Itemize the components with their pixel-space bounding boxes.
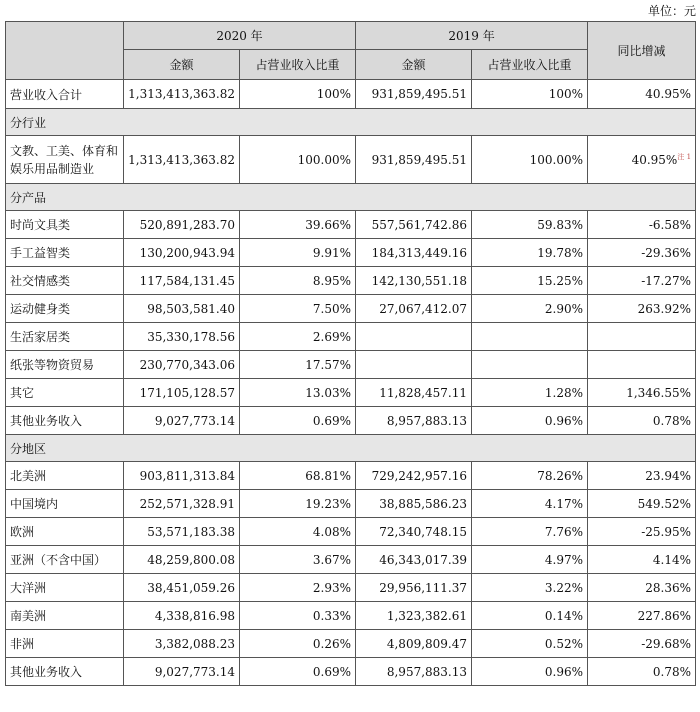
amount-2020: 9,027,773.14 bbox=[124, 407, 240, 435]
ratio-2019: 0.96% bbox=[472, 407, 588, 435]
row-label: 北美洲 bbox=[6, 462, 124, 490]
ratio-2020: 2.69% bbox=[240, 323, 356, 351]
amount-2020: 53,571,183.38 bbox=[124, 518, 240, 546]
total-amount-2019: 931,859,495.51 bbox=[356, 80, 472, 109]
industry-label: 文教、工美、体育和娱乐用品制造业 bbox=[6, 136, 124, 184]
row-label: 生活家居类 bbox=[6, 323, 124, 351]
row-label: 社交情感类 bbox=[6, 267, 124, 295]
table-row bbox=[6, 295, 696, 323]
section-row bbox=[6, 184, 696, 211]
row-label: 手工益智类 bbox=[6, 239, 124, 267]
amount-2020: 230,770,343.06 bbox=[124, 351, 240, 379]
revenue-table bbox=[5, 21, 696, 686]
amount-2020: 38,451,059.26 bbox=[124, 574, 240, 602]
industry-amount-2019: 931,859,495.51 bbox=[356, 136, 472, 184]
header-row-years bbox=[6, 22, 696, 50]
row-label: 其他业务收入 bbox=[6, 658, 124, 686]
amount-2020: 4,338,816.98 bbox=[124, 602, 240, 630]
ratio-2020: 39.66% bbox=[240, 211, 356, 239]
ratio-2020: 0.26% bbox=[240, 630, 356, 658]
amount-2019: 8,957,883.13 bbox=[356, 407, 472, 435]
ratio-2020: 13.03% bbox=[240, 379, 356, 407]
amount-2019: 11,828,457.11 bbox=[356, 379, 472, 407]
amount-2019: 557,561,742.86 bbox=[356, 211, 472, 239]
industry-row bbox=[6, 136, 696, 184]
industry-yoy-cell bbox=[588, 136, 696, 184]
amount-2019: 46,343,017.39 bbox=[356, 546, 472, 574]
ratio-2020: 3.67% bbox=[240, 546, 356, 574]
amount-2019 bbox=[356, 323, 472, 351]
ratio-2019: 1.28% bbox=[472, 379, 588, 407]
ratio-2019: 19.78% bbox=[472, 239, 588, 267]
amount-2020: 98,503,581.40 bbox=[124, 295, 240, 323]
amount-2020: 117,584,131.45 bbox=[124, 267, 240, 295]
table-row bbox=[6, 462, 696, 490]
yoy: 4.14% bbox=[588, 546, 696, 574]
yoy bbox=[588, 323, 696, 351]
ratio-2020: 17.57% bbox=[240, 351, 356, 379]
amount-2019: 184,313,449.16 bbox=[356, 239, 472, 267]
table-row bbox=[6, 239, 696, 267]
section-product: 分产品 bbox=[6, 184, 696, 211]
unit-label: 单位：元 bbox=[647, 4, 696, 18]
amount-2019: 729,242,957.16 bbox=[356, 462, 472, 490]
total-yoy: 40.95% bbox=[588, 80, 696, 109]
ratio-2019: 0.14% bbox=[472, 602, 588, 630]
header-yoy: 同比增减 bbox=[588, 22, 696, 80]
amount-2020: 171,105,128.57 bbox=[124, 379, 240, 407]
section-row bbox=[6, 435, 696, 462]
amount-2020: 3,382,088.23 bbox=[124, 630, 240, 658]
table-row bbox=[6, 351, 696, 379]
ratio-2020: 0.69% bbox=[240, 407, 356, 435]
industry-amount-2020: 1,313,413,363.82 bbox=[124, 136, 240, 184]
section-region: 分地区 bbox=[6, 435, 696, 462]
amount-2020: 252,571,328.91 bbox=[124, 490, 240, 518]
ratio-2019: 2.90% bbox=[472, 295, 588, 323]
header-amount-2020: 金额 bbox=[124, 50, 240, 80]
total-row bbox=[6, 80, 696, 109]
row-label: 纸张等物资贸易 bbox=[6, 351, 124, 379]
product-rows bbox=[6, 211, 696, 435]
amount-2020: 130,200,943.94 bbox=[124, 239, 240, 267]
row-label: 时尚文具类 bbox=[6, 211, 124, 239]
row-label: 南美洲 bbox=[6, 602, 124, 630]
amount-2020: 9,027,773.14 bbox=[124, 658, 240, 686]
total-ratio-2019: 100% bbox=[472, 80, 588, 109]
amount-2019: 1,323,382.61 bbox=[356, 602, 472, 630]
ratio-2019: 78.26% bbox=[472, 462, 588, 490]
row-label: 大洋洲 bbox=[6, 574, 124, 602]
header-2020: 2020 年 bbox=[124, 22, 356, 50]
row-label: 中国境内 bbox=[6, 490, 124, 518]
header-ratio-2019: 占营业收入比重 bbox=[472, 50, 588, 80]
yoy: 227.86% bbox=[588, 602, 696, 630]
amount-2019: 8,957,883.13 bbox=[356, 658, 472, 686]
ratio-2019 bbox=[472, 351, 588, 379]
amount-2019: 142,130,551.18 bbox=[356, 267, 472, 295]
amount-2020: 903,811,313.84 bbox=[124, 462, 240, 490]
amount-2019: 29,956,111.37 bbox=[356, 574, 472, 602]
row-label: 非洲 bbox=[6, 630, 124, 658]
header-ratio-2020: 占营业收入比重 bbox=[240, 50, 356, 80]
yoy: 0.78% bbox=[588, 658, 696, 686]
table-row bbox=[6, 602, 696, 630]
yoy bbox=[588, 351, 696, 379]
yoy: -29.68% bbox=[588, 630, 696, 658]
total-amount-2020: 1,313,413,363.82 bbox=[124, 80, 240, 109]
ratio-2020: 0.69% bbox=[240, 658, 356, 686]
yoy: -6.58% bbox=[588, 211, 696, 239]
section-row bbox=[6, 109, 696, 136]
total-label: 营业收入合计 bbox=[6, 80, 124, 109]
amount-2019: 72,340,748.15 bbox=[356, 518, 472, 546]
ratio-2020: 68.81% bbox=[240, 462, 356, 490]
header-2019: 2019 年 bbox=[356, 22, 588, 50]
yoy: 28.36% bbox=[588, 574, 696, 602]
amount-2020: 520,891,283.70 bbox=[124, 211, 240, 239]
ratio-2020: 7.50% bbox=[240, 295, 356, 323]
ratio-2020: 9.91% bbox=[240, 239, 356, 267]
row-label: 其他业务收入 bbox=[6, 407, 124, 435]
row-label: 亚洲（不含中国） bbox=[6, 546, 124, 574]
ratio-2019: 15.25% bbox=[472, 267, 588, 295]
yoy: 263.92% bbox=[588, 295, 696, 323]
amount-2020: 35,330,178.56 bbox=[124, 323, 240, 351]
ratio-2019: 3.22% bbox=[472, 574, 588, 602]
ratio-2019: 4.97% bbox=[472, 546, 588, 574]
ratio-2019 bbox=[472, 323, 588, 351]
yoy: -25.95% bbox=[588, 518, 696, 546]
table-row bbox=[6, 323, 696, 351]
yoy: 1,346.55% bbox=[588, 379, 696, 407]
amount-2019 bbox=[356, 351, 472, 379]
ratio-2020: 0.33% bbox=[240, 602, 356, 630]
table-row bbox=[6, 490, 696, 518]
ratio-2019: 0.96% bbox=[472, 658, 588, 686]
table-row bbox=[6, 630, 696, 658]
ratio-2019: 0.52% bbox=[472, 630, 588, 658]
industry-yoy: 40.95% bbox=[631, 153, 678, 167]
ratio-2020: 19.23% bbox=[240, 490, 356, 518]
region-rows bbox=[6, 462, 696, 686]
table-row bbox=[6, 658, 696, 686]
ratio-2019: 7.76% bbox=[472, 518, 588, 546]
table-row bbox=[6, 211, 696, 239]
ratio-2020: 4.08% bbox=[240, 518, 356, 546]
table-row bbox=[6, 574, 696, 602]
total-ratio-2020: 100% bbox=[240, 80, 356, 109]
ratio-2019: 4.17% bbox=[472, 490, 588, 518]
header-blank bbox=[6, 22, 124, 80]
amount-2019: 38,885,586.23 bbox=[356, 490, 472, 518]
footnote-marker: 注 1 bbox=[677, 153, 692, 161]
yoy: -29.36% bbox=[588, 239, 696, 267]
yoy: -17.27% bbox=[588, 267, 696, 295]
ratio-2019: 59.83% bbox=[472, 211, 588, 239]
row-label: 运动健身类 bbox=[6, 295, 124, 323]
industry-ratio-2019: 100.00% bbox=[472, 136, 588, 184]
table-row bbox=[6, 518, 696, 546]
table-row bbox=[6, 407, 696, 435]
amount-2019: 4,809,809.47 bbox=[356, 630, 472, 658]
row-label: 其它 bbox=[6, 379, 124, 407]
yoy: 549.52% bbox=[588, 490, 696, 518]
amount-2019: 27,067,412.07 bbox=[356, 295, 472, 323]
section-industry: 分行业 bbox=[6, 109, 696, 136]
yoy: 0.78% bbox=[588, 407, 696, 435]
row-label: 欧洲 bbox=[6, 518, 124, 546]
table-row bbox=[6, 267, 696, 295]
table-row bbox=[6, 379, 696, 407]
industry-ratio-2020: 100.00% bbox=[240, 136, 356, 184]
table-row bbox=[6, 546, 696, 574]
ratio-2020: 8.95% bbox=[240, 267, 356, 295]
yoy: 23.94% bbox=[588, 462, 696, 490]
header-amount-2019: 金额 bbox=[356, 50, 472, 80]
ratio-2020: 2.93% bbox=[240, 574, 356, 602]
amount-2020: 48,259,800.08 bbox=[124, 546, 240, 574]
